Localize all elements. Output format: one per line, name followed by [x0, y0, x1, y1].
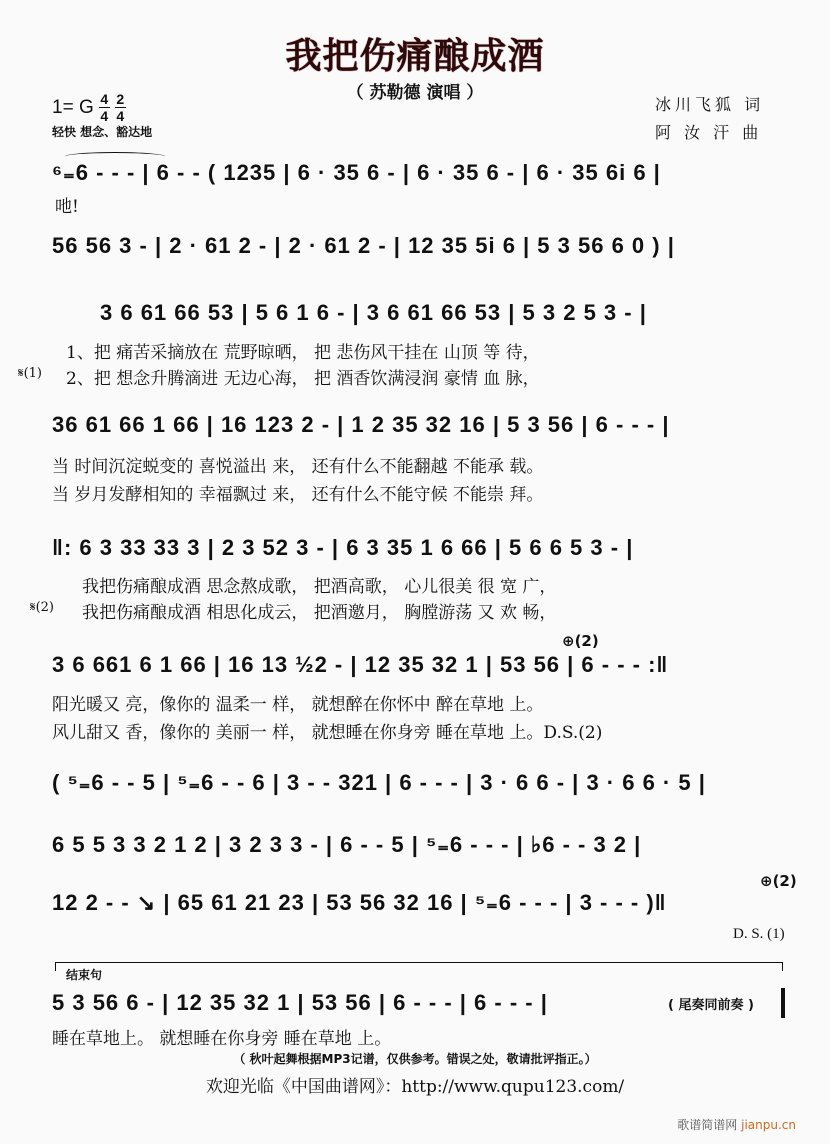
lyric-line-4-verse-1: 当 时间沉淀蜕变的 喜悦溢出 来， 还有什么不能翻越 不能承 载。	[52, 457, 544, 477]
score-line-1: ⁶₌6 - - - | 6 - - ( 1235 | 6 · 35 6 - | 6 · 35 6 - | 6 · 35 6i 6 |	[52, 160, 661, 185]
outro-note: ( 尾奏同前奏 )	[668, 998, 754, 1013]
watermark-brand: jianpu.cn	[741, 1118, 796, 1132]
key-signature	[52, 92, 126, 123]
composer-credit: 阿 汝 汗 曲	[655, 123, 763, 142]
lyric-line-6-verse-2: 风儿甜又 香，像你的 美丽一 样， 就想睡在你身旁 睡在草地 上。D.S.(2)	[52, 723, 603, 743]
ending-label: 结束句	[66, 968, 103, 982]
lyric-line-3-verse-2: 2、把 想念升腾滴进 无边心海， 把 酒香饮满浸润 豪情 血 脉，	[66, 369, 540, 389]
key-label: 1= G	[52, 96, 94, 118]
lyric-line-3-verse-1: 1、把 痛苦采摘放在 荒野晾晒， 把 悲伤风干挂在 山顶 等 待，	[66, 343, 540, 363]
song-title: 我把伤痛酿成酒	[285, 36, 545, 77]
lyric-line-1: 吔!	[55, 197, 79, 217]
lyric-line-5-verse-2: 我把伤痛酿成酒 相思化成云， 把酒邀月， 胸膛游荡 又 欢 畅，	[82, 603, 557, 623]
watermark-cn: 歌谱简谱网	[677, 1118, 738, 1132]
final-barline	[781, 988, 785, 1018]
score-line-5: ‖: 6 3 33 33 3 | 2 3 52 3 - | 6 3 35 1 6 66 | 5 6 6 5 3 - |	[52, 535, 634, 560]
coda-2-end-icon: ⊕(2)	[760, 872, 797, 890]
performer: （ 苏勒德 演唱 ）	[346, 83, 484, 103]
coda-2-icon: ⊕(2)	[562, 632, 599, 650]
segno-1-icon: 𝄋(1)	[18, 366, 43, 381]
score-line-10: 5 3 56 6 - | 12 35 32 1 | 53 56 | 6 - - - | 6 - - - |	[52, 990, 548, 1015]
score-line-3: 3 6 61 66 53 | 5 6 1 6 - | 3 6 61 66 53 | 5 3 2 5 3 - |	[100, 300, 647, 325]
ending-bracket	[55, 962, 783, 971]
score-line-8: 6 5 5 3 3 2 1 2 | 3 2 3 3 - | 6 - - 5 | ⁵₌6 - - - | ♭6 - - 3 2 |	[52, 832, 642, 857]
lyric-line-4-verse-2: 当 岁月发酵相知的 幸福飘过 来， 还有什么不能守候 不能崇 拜。	[52, 485, 544, 505]
lyric-line-6-verse-1: 阳光暖又 亮，像你的 温柔一 样， 就想醉在你怀中 醉在草地 上。	[52, 695, 544, 715]
tempo-marking: 轻快 想念、豁达地	[52, 125, 153, 139]
time-signature-4-4: $\frac{4}{4}$	[100, 91, 109, 124]
dal-segno-1: D. S. (1)	[733, 926, 785, 942]
score-line-7: ( ⁵₌6 - - 5 | ⁵₌6 - - 6 | 3 - - 321 | 6 - - - | 3 · 6 6 - | 3 · 6 6 · 5 |	[52, 770, 706, 795]
lyric-line-10: 睡在草地上。 就想睡在你身旁 睡在草地 上。	[52, 1029, 392, 1049]
time-signature-2-4: $\frac{2}{4}$	[116, 91, 125, 124]
lyric-line-5-verse-1: 我把伤痛酿成酒 思念熬成歌， 把酒高歌， 心儿很美 很 宽 广，	[82, 577, 557, 597]
transcription-note: （ 秋叶起舞根据MP3记谱，仅供参考。错误之处，敬请批评指正。）	[233, 1052, 597, 1066]
score-line-6: 3 6 661 6 1 66 | 16 13 ½2 - | 12 35 32 1 | 53 56 | 6 - - - :‖	[52, 652, 669, 677]
segno-2-icon: 𝄋(2)	[30, 600, 55, 615]
watermark	[677, 1116, 796, 1133]
score-line-9: 12 2 - - ↘ | 65 61 21 23 | 53 56 32 16 | ⁵₌6 - - - | 3 - - - )‖	[52, 890, 667, 915]
website-welcome: 欢迎光临《中国曲谱网》：http://www.qupu123.com/	[205, 1077, 625, 1097]
score-line-4: 36 61 66 1 66 | 16 123 2 - | 1 2 35 32 16 | 5 3 56 | 6 - - - |	[52, 412, 670, 437]
score-line-2: 56 56 3 - | 2 · 61 2 - | 2 · 61 2 - | 12 35 5i 6 | 5 3 56 6 0 ) |	[52, 233, 675, 258]
lyricist-credit: 冰川飞狐 词	[655, 95, 765, 114]
